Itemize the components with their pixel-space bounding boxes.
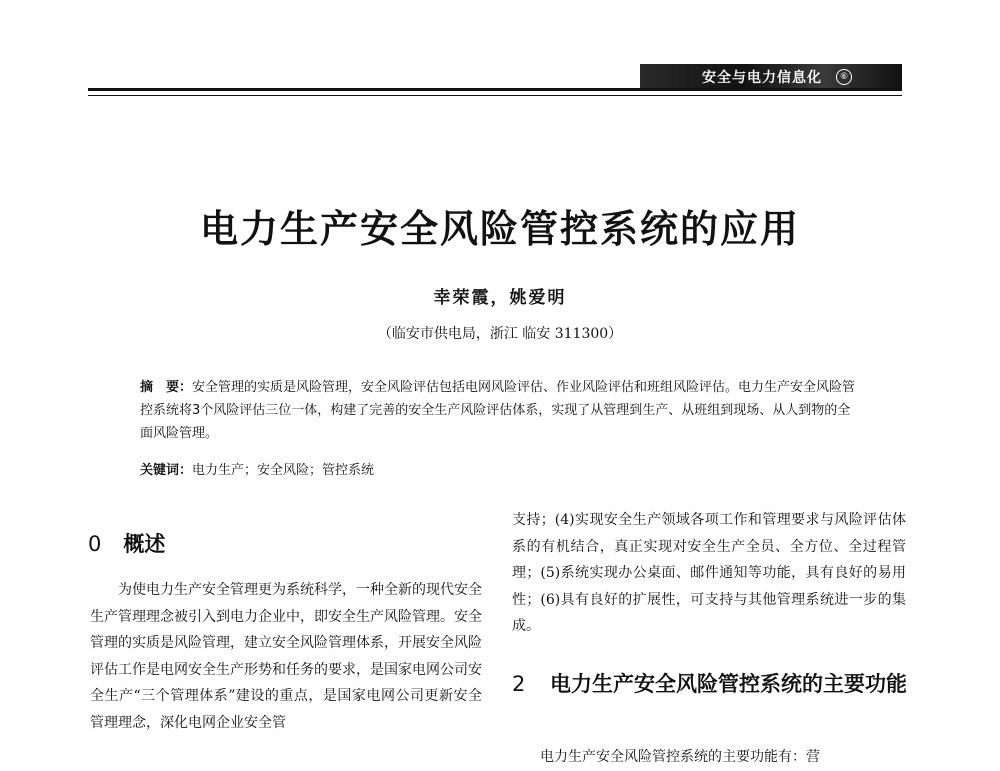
abstract-text: 安全管理的实质是风险管理，安全风险评估包括电网风险评估、作业风险评估和班组风险评估。电力生产安全风险管控系统将3个风险评估三位一体，构建了完善的安全生产风险评估体系，实现了从管理到生产、从班组到现场、从人到物的全面风险管理。 [140, 380, 856, 441]
abstract [140, 376, 860, 445]
right-column-paragraph: 支持；(4)实现安全生产领域各项工作和管理要求与风险评估体系的有机结合，真正实现对安全生产全员、全方位、全过程管理；(5)系统实现办公桌面、邮件通知等功能，具有良好的易用性；(6)具有良好的扩展性，可支持与其他管理系统进一步的集成。 [512, 512, 906, 634]
section-0-heading [88, 528, 165, 558]
section-0-paragraph: 为使电力生产安全管理更为系统科学，一种全新的现代安全生产管理理念被引入到电力企业中，即安全生产风险管理。安全管理的实质是风险管理，建立安全风险管理体系，开展安全风险评估工作是电网安全生产形势和任务的要求，是国家电网公司安全生产“三个管理体系”建设的重点，是国家电网公司更新安全管理理念，深化电网企业安全管 [90, 582, 482, 731]
section-0-title: 概述 [123, 532, 166, 556]
left-column [90, 577, 482, 736]
section-2-paragraph: 电力生产安全风险管控系统的主要功能有：营 [540, 749, 820, 765]
page-number-mark: ⑥ [836, 69, 852, 85]
right-column [512, 507, 906, 640]
journal-header-title: 安全与电力信息化 [702, 70, 822, 86]
paper-title: 电力生产安全风险管控系统的应用 [199, 206, 800, 251]
section-0-number: 0 [88, 532, 102, 556]
paper-affiliation: （临安市供电局，浙江 临安 311300） [377, 326, 623, 342]
section-2-title: 电力生产安全风险管控系统的主要功能 [550, 672, 907, 696]
paper-authors: 幸荣霞，姚爱明 [433, 288, 567, 308]
keywords-text: 电力生产；安全风险；管控系统 [192, 463, 375, 478]
section-2-number: 2 [512, 672, 526, 696]
header-rule-thick [88, 88, 902, 91]
keywords [140, 459, 860, 478]
abstract-label: 摘 要： [140, 380, 193, 395]
header-rule-thin [88, 95, 902, 96]
section-2-heading [512, 667, 912, 701]
keywords-label: 关键词： [140, 463, 193, 478]
